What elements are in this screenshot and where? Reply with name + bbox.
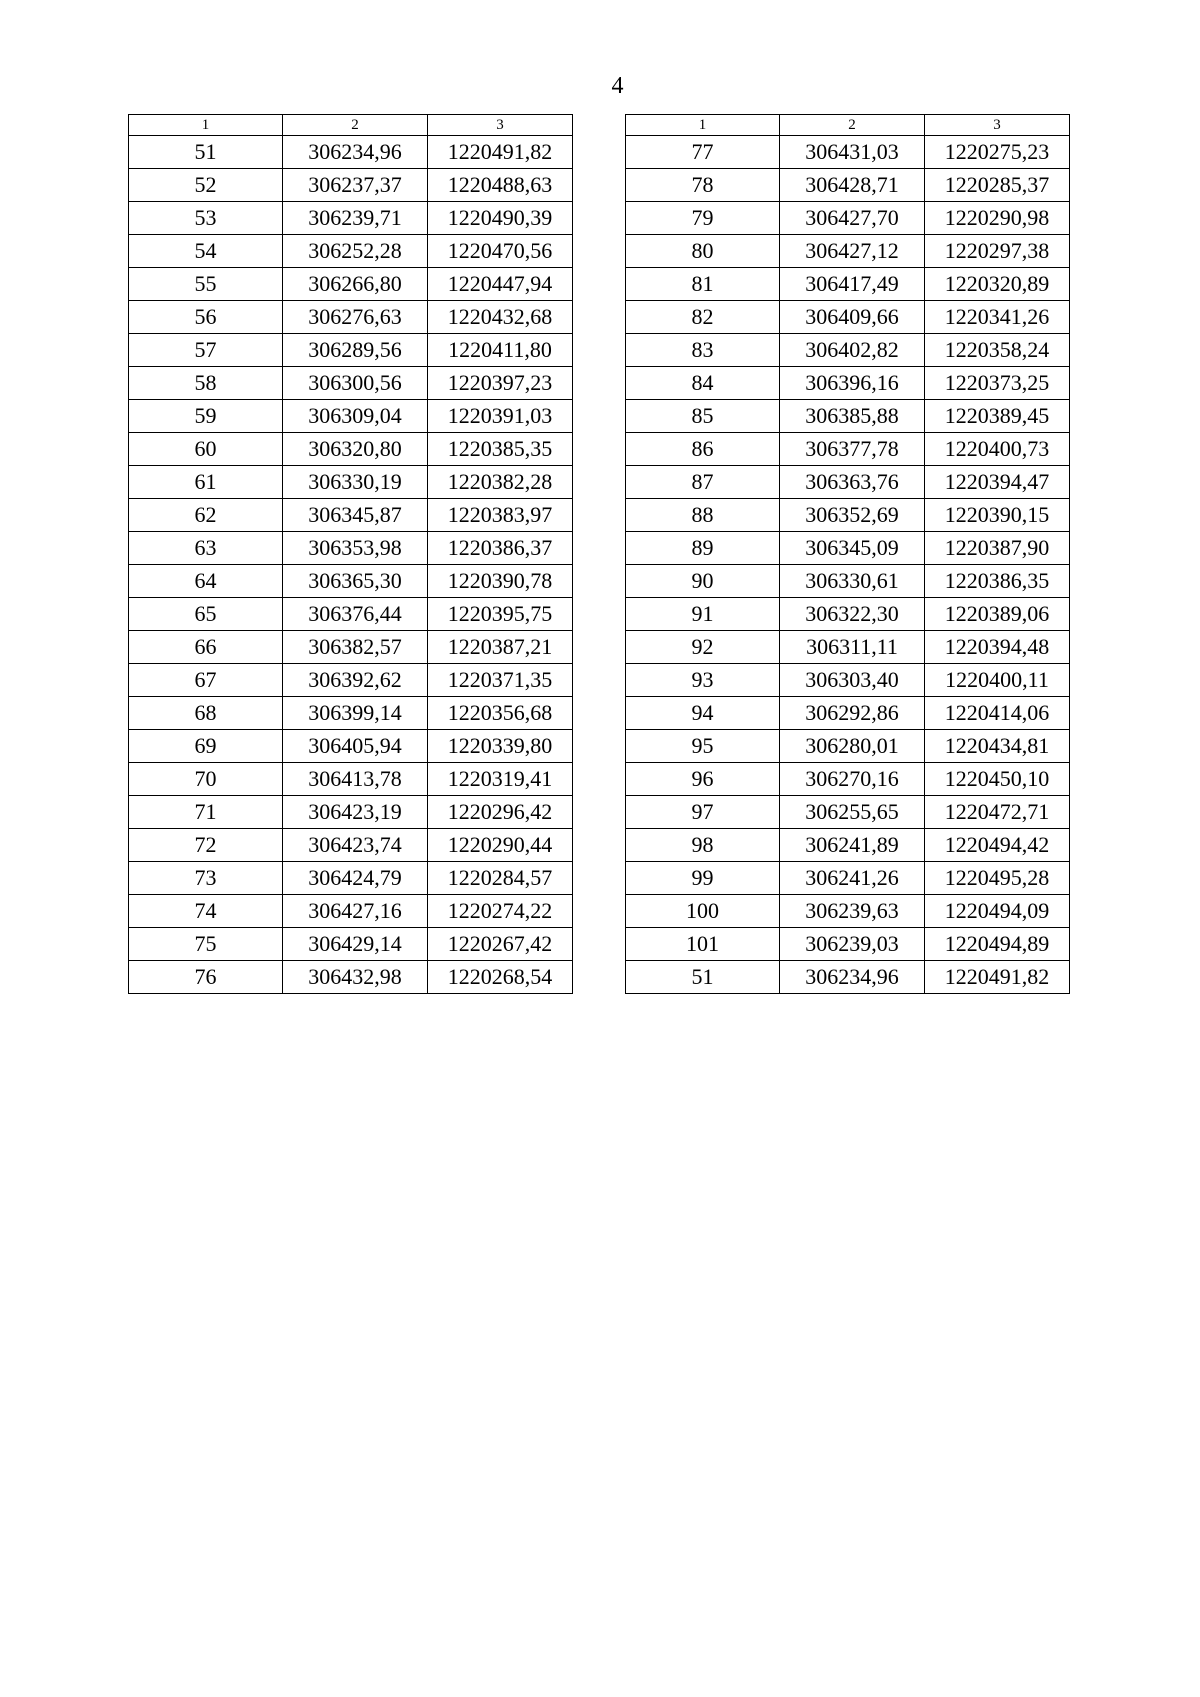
cell-x-coordinate: 306345,09 xyxy=(780,532,925,565)
cell-point-number: 76 xyxy=(129,961,283,994)
cell-x-coordinate: 306330,19 xyxy=(283,466,428,499)
cell-point-number: 57 xyxy=(129,334,283,367)
table-row xyxy=(129,466,573,499)
cell-y-coordinate: 1220494,42 xyxy=(925,829,1070,862)
table-row xyxy=(626,169,1070,202)
cell-x-coordinate: 306234,96 xyxy=(780,961,925,994)
table-row xyxy=(626,367,1070,400)
cell-y-coordinate: 1220390,78 xyxy=(428,565,573,598)
table-row xyxy=(626,565,1070,598)
table-row xyxy=(129,532,573,565)
cell-point-number: 83 xyxy=(626,334,780,367)
cell-y-coordinate: 1220394,47 xyxy=(925,466,1070,499)
cell-x-coordinate: 306280,01 xyxy=(780,730,925,763)
cell-point-number: 88 xyxy=(626,499,780,532)
cell-x-coordinate: 306377,78 xyxy=(780,433,925,466)
cell-y-coordinate: 1220395,75 xyxy=(428,598,573,631)
cell-x-coordinate: 306428,71 xyxy=(780,169,925,202)
cell-x-coordinate: 306413,78 xyxy=(283,763,428,796)
cell-point-number: 91 xyxy=(626,598,780,631)
cell-x-coordinate: 306424,79 xyxy=(283,862,428,895)
cell-point-number: 89 xyxy=(626,532,780,565)
cell-point-number: 84 xyxy=(626,367,780,400)
cell-point-number: 54 xyxy=(129,235,283,268)
cell-point-number: 98 xyxy=(626,829,780,862)
cell-x-coordinate: 306289,56 xyxy=(283,334,428,367)
cell-point-number: 51 xyxy=(129,136,283,169)
cell-x-coordinate: 306423,74 xyxy=(283,829,428,862)
table-row xyxy=(129,862,573,895)
cell-y-coordinate: 1220382,28 xyxy=(428,466,573,499)
table-row xyxy=(129,169,573,202)
cell-point-number: 100 xyxy=(626,895,780,928)
cell-x-coordinate: 306270,16 xyxy=(780,763,925,796)
cell-x-coordinate: 306266,80 xyxy=(283,268,428,301)
cell-x-coordinate: 306239,63 xyxy=(780,895,925,928)
cell-point-number: 96 xyxy=(626,763,780,796)
cell-point-number: 63 xyxy=(129,532,283,565)
table-row xyxy=(129,763,573,796)
cell-y-coordinate: 1220494,89 xyxy=(925,928,1070,961)
cell-point-number: 99 xyxy=(626,862,780,895)
cell-x-coordinate: 306353,98 xyxy=(283,532,428,565)
cell-y-coordinate: 1220386,35 xyxy=(925,565,1070,598)
cell-y-coordinate: 1220358,24 xyxy=(925,334,1070,367)
cell-x-coordinate: 306239,03 xyxy=(780,928,925,961)
cell-x-coordinate: 306392,62 xyxy=(283,664,428,697)
cell-y-coordinate: 1220339,80 xyxy=(428,730,573,763)
table-row xyxy=(626,136,1070,169)
table-row xyxy=(626,400,1070,433)
table-header-row xyxy=(129,115,573,136)
cell-y-coordinate: 1220494,09 xyxy=(925,895,1070,928)
table-row xyxy=(626,334,1070,367)
cell-x-coordinate: 306345,87 xyxy=(283,499,428,532)
cell-point-number: 58 xyxy=(129,367,283,400)
table-row xyxy=(129,829,573,862)
cell-y-coordinate: 1220450,10 xyxy=(925,763,1070,796)
cell-y-coordinate: 1220490,39 xyxy=(428,202,573,235)
cell-y-coordinate: 1220470,56 xyxy=(428,235,573,268)
table-row xyxy=(129,367,573,400)
table-row xyxy=(129,631,573,664)
cell-y-coordinate: 1220491,82 xyxy=(925,961,1070,994)
cell-y-coordinate: 1220447,94 xyxy=(428,268,573,301)
cell-point-number: 73 xyxy=(129,862,283,895)
cell-point-number: 53 xyxy=(129,202,283,235)
cell-y-coordinate: 1220319,41 xyxy=(428,763,573,796)
table-row xyxy=(129,730,573,763)
cell-x-coordinate: 306405,94 xyxy=(283,730,428,763)
cell-x-coordinate: 306365,30 xyxy=(283,565,428,598)
cell-x-coordinate: 306427,12 xyxy=(780,235,925,268)
cell-y-coordinate: 1220387,90 xyxy=(925,532,1070,565)
table-row xyxy=(626,301,1070,334)
table-row xyxy=(626,631,1070,664)
table-row xyxy=(129,136,573,169)
cell-point-number: 80 xyxy=(626,235,780,268)
cell-point-number: 97 xyxy=(626,796,780,829)
cell-x-coordinate: 306292,86 xyxy=(780,697,925,730)
cell-x-coordinate: 306385,88 xyxy=(780,400,925,433)
cell-y-coordinate: 1220400,73 xyxy=(925,433,1070,466)
cell-point-number: 90 xyxy=(626,565,780,598)
cell-y-coordinate: 1220414,06 xyxy=(925,697,1070,730)
cell-point-number: 52 xyxy=(129,169,283,202)
cell-x-coordinate: 306432,98 xyxy=(283,961,428,994)
table-row xyxy=(129,895,573,928)
cell-x-coordinate: 306276,63 xyxy=(283,301,428,334)
cell-x-coordinate: 306402,82 xyxy=(780,334,925,367)
column-header-x: 2 xyxy=(283,115,428,136)
cell-y-coordinate: 1220394,48 xyxy=(925,631,1070,664)
cell-y-coordinate: 1220391,03 xyxy=(428,400,573,433)
table-row xyxy=(129,796,573,829)
cell-y-coordinate: 1220284,57 xyxy=(428,862,573,895)
cell-y-coordinate: 1220432,68 xyxy=(428,301,573,334)
cell-y-coordinate: 1220495,28 xyxy=(925,862,1070,895)
cell-point-number: 93 xyxy=(626,664,780,697)
cell-point-number: 70 xyxy=(129,763,283,796)
cell-x-coordinate: 306300,56 xyxy=(283,367,428,400)
table-row xyxy=(129,598,573,631)
cell-y-coordinate: 1220371,35 xyxy=(428,664,573,697)
cell-x-coordinate: 306363,76 xyxy=(780,466,925,499)
cell-x-coordinate: 306417,49 xyxy=(780,268,925,301)
cell-y-coordinate: 1220274,22 xyxy=(428,895,573,928)
table-row xyxy=(626,763,1070,796)
cell-y-coordinate: 1220297,38 xyxy=(925,235,1070,268)
cell-point-number: 82 xyxy=(626,301,780,334)
cell-point-number: 68 xyxy=(129,697,283,730)
cell-y-coordinate: 1220385,35 xyxy=(428,433,573,466)
cell-point-number: 56 xyxy=(129,301,283,334)
coordinates-table-left xyxy=(128,114,573,994)
table-row xyxy=(129,433,573,466)
cell-x-coordinate: 306241,26 xyxy=(780,862,925,895)
table-row xyxy=(626,697,1070,730)
cell-point-number: 64 xyxy=(129,565,283,598)
cell-point-number: 85 xyxy=(626,400,780,433)
column-header-y: 3 xyxy=(925,115,1070,136)
cell-x-coordinate: 306431,03 xyxy=(780,136,925,169)
cell-point-number: 94 xyxy=(626,697,780,730)
cell-point-number: 51 xyxy=(626,961,780,994)
cell-x-coordinate: 306237,37 xyxy=(283,169,428,202)
table-row xyxy=(129,565,573,598)
cell-y-coordinate: 1220434,81 xyxy=(925,730,1070,763)
cell-point-number: 71 xyxy=(129,796,283,829)
table-body xyxy=(626,136,1070,994)
cell-x-coordinate: 306429,14 xyxy=(283,928,428,961)
cell-y-coordinate: 1220290,44 xyxy=(428,829,573,862)
cell-point-number: 75 xyxy=(129,928,283,961)
table-row xyxy=(129,697,573,730)
table-row xyxy=(626,796,1070,829)
cell-y-coordinate: 1220341,26 xyxy=(925,301,1070,334)
cell-point-number: 65 xyxy=(129,598,283,631)
table-row xyxy=(129,334,573,367)
cell-x-coordinate: 306427,70 xyxy=(780,202,925,235)
cell-y-coordinate: 1220373,25 xyxy=(925,367,1070,400)
table-row xyxy=(129,499,573,532)
cell-point-number: 95 xyxy=(626,730,780,763)
table-row xyxy=(626,466,1070,499)
cell-y-coordinate: 1220397,23 xyxy=(428,367,573,400)
cell-point-number: 59 xyxy=(129,400,283,433)
column-header-y: 3 xyxy=(428,115,573,136)
table-header-row xyxy=(626,115,1070,136)
table-row xyxy=(626,961,1070,994)
cell-point-number: 87 xyxy=(626,466,780,499)
table-row xyxy=(129,961,573,994)
cell-point-number: 55 xyxy=(129,268,283,301)
cell-x-coordinate: 306399,14 xyxy=(283,697,428,730)
cell-y-coordinate: 1220383,97 xyxy=(428,499,573,532)
cell-y-coordinate: 1220275,23 xyxy=(925,136,1070,169)
cell-point-number: 77 xyxy=(626,136,780,169)
table-row xyxy=(129,400,573,433)
cell-y-coordinate: 1220389,06 xyxy=(925,598,1070,631)
table-row xyxy=(626,532,1070,565)
page-number: 4 xyxy=(611,73,624,99)
column-header-point-number: 1 xyxy=(129,115,283,136)
cell-x-coordinate: 306241,89 xyxy=(780,829,925,862)
table-row xyxy=(129,301,573,334)
table-row xyxy=(626,268,1070,301)
table-row xyxy=(129,268,573,301)
cell-y-coordinate: 1220387,21 xyxy=(428,631,573,664)
column-header-x: 2 xyxy=(780,115,925,136)
cell-y-coordinate: 1220400,11 xyxy=(925,664,1070,697)
column-header-point-number: 1 xyxy=(626,115,780,136)
table-row xyxy=(626,598,1070,631)
cell-y-coordinate: 1220290,98 xyxy=(925,202,1070,235)
table-row xyxy=(129,664,573,697)
cell-x-coordinate: 306234,96 xyxy=(283,136,428,169)
cell-point-number: 74 xyxy=(129,895,283,928)
cell-x-coordinate: 306330,61 xyxy=(780,565,925,598)
cell-y-coordinate: 1220488,63 xyxy=(428,169,573,202)
cell-y-coordinate: 1220285,37 xyxy=(925,169,1070,202)
cell-point-number: 101 xyxy=(626,928,780,961)
cell-point-number: 66 xyxy=(129,631,283,664)
cell-x-coordinate: 306322,30 xyxy=(780,598,925,631)
cell-x-coordinate: 306255,65 xyxy=(780,796,925,829)
cell-point-number: 86 xyxy=(626,433,780,466)
cell-point-number: 67 xyxy=(129,664,283,697)
table-row xyxy=(129,928,573,961)
table-row xyxy=(626,664,1070,697)
cell-x-coordinate: 306309,04 xyxy=(283,400,428,433)
cell-x-coordinate: 306252,28 xyxy=(283,235,428,268)
cell-point-number: 92 xyxy=(626,631,780,664)
cell-point-number: 79 xyxy=(626,202,780,235)
cell-x-coordinate: 306409,66 xyxy=(780,301,925,334)
cell-point-number: 69 xyxy=(129,730,283,763)
cell-y-coordinate: 1220390,15 xyxy=(925,499,1070,532)
cell-y-coordinate: 1220472,71 xyxy=(925,796,1070,829)
cell-y-coordinate: 1220267,42 xyxy=(428,928,573,961)
table-row xyxy=(626,862,1070,895)
cell-y-coordinate: 1220386,37 xyxy=(428,532,573,565)
cell-x-coordinate: 306423,19 xyxy=(283,796,428,829)
cell-x-coordinate: 306376,44 xyxy=(283,598,428,631)
table-body xyxy=(129,136,573,994)
table-row xyxy=(626,829,1070,862)
cell-y-coordinate: 1220296,42 xyxy=(428,796,573,829)
table-row xyxy=(626,499,1070,532)
cell-point-number: 61 xyxy=(129,466,283,499)
cell-y-coordinate: 1220320,89 xyxy=(925,268,1070,301)
table-row xyxy=(626,235,1070,268)
cell-x-coordinate: 306239,71 xyxy=(283,202,428,235)
cell-point-number: 78 xyxy=(626,169,780,202)
cell-x-coordinate: 306303,40 xyxy=(780,664,925,697)
table-row xyxy=(626,730,1070,763)
cell-x-coordinate: 306311,11 xyxy=(780,631,925,664)
table-row xyxy=(626,895,1070,928)
cell-point-number: 81 xyxy=(626,268,780,301)
table-row xyxy=(626,433,1070,466)
cell-x-coordinate: 306382,57 xyxy=(283,631,428,664)
cell-y-coordinate: 1220411,80 xyxy=(428,334,573,367)
cell-y-coordinate: 1220268,54 xyxy=(428,961,573,994)
cell-x-coordinate: 306352,69 xyxy=(780,499,925,532)
cell-x-coordinate: 306427,16 xyxy=(283,895,428,928)
cell-point-number: 60 xyxy=(129,433,283,466)
table-row xyxy=(626,202,1070,235)
cell-x-coordinate: 306396,16 xyxy=(780,367,925,400)
cell-point-number: 72 xyxy=(129,829,283,862)
coordinates-table-right xyxy=(625,114,1070,994)
table-row xyxy=(129,202,573,235)
cell-point-number: 62 xyxy=(129,499,283,532)
table-row xyxy=(129,235,573,268)
table-row xyxy=(626,928,1070,961)
cell-x-coordinate: 306320,80 xyxy=(283,433,428,466)
cell-y-coordinate: 1220491,82 xyxy=(428,136,573,169)
cell-y-coordinate: 1220356,68 xyxy=(428,697,573,730)
cell-y-coordinate: 1220389,45 xyxy=(925,400,1070,433)
